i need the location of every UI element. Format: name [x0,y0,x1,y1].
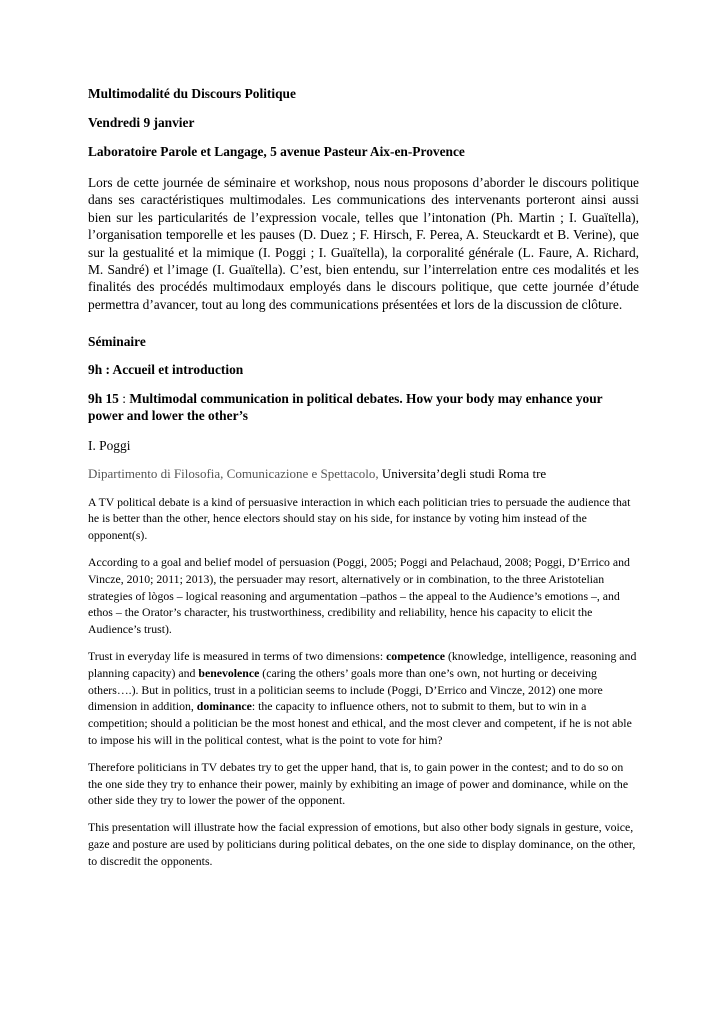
p3-text-e: (caring the others’ goals more than one’s own, not hurting or deceiving others….). But in politics, trust in a politician seems to include (Poggi, D’Errico and Vincze, 2012) one more dimension in addition, [88,665,603,714]
department: Dipartimento di Filosofia, Comunicazione e Spettacolo, [88,465,379,481]
p3-text-c: (knowledge, intelligence, reasoning and planning capacity) and [88,649,637,680]
speaker-name: I. Poggi [88,438,131,454]
abstract-paragraph-4: Therefore politicians in TV debates try to get the upper hand, that is, to gain power in the contest; and to do so on the one side they try to enhance their power, mainly by exhibiting an image of power and dominance, while on the other side they try to lower the power of the opponent. [88,759,629,808]
event-venue: Laboratoire Parole et Langage, 5 avenue Pasteur Aix-en-Provence [88,144,465,159]
speaker-affiliation [88,466,639,482]
talk-separator: : [118,391,130,407]
term-competence: competence [386,649,446,664]
talk-title: Multimodal communication in political debates. How your body may enhance your power and lower the other’s [88,391,603,424]
document-title: Multimodalité du Discours Politique [88,86,296,101]
p3-text-a: Trust in everyday life is measured in terms of two dimensions: [88,649,387,664]
p3-text-g: : the capacity to influence others, not to submit to them, but to win in a competition; should a politician be the most honest and ethical, and the most clever and competent, if he is not able to impose his will in the political contest, what is the point to vote for him? [88,699,632,748]
intro-paragraph: Lors de cette journée de séminaire et workshop, nous nous proposons d’aborder le discours politique dans ses caractéristiques multimodales. Les communications des intervenants porteront ainsi aussi bien sur les particularités de l’expression vocale, telles que l’intonation (Ph. Martin ; I. Guaïtella), l’organisation temporelle et les pauses (D. Duez ; F. Hirsch, F. Perea, A. Steuckardt et B. Verine), que sur la gestualité et la mimique (I. Poggi ; I. Guaïtella), la corporalité générale (L. Faure, A. Richard, M. Sandré) et l’image (I. Guaïtella). C’est, bien entendu, sur l’interrelation entre ces modalités et les finalités des procédés multimodaux employés dans le discours politique, que cette journée d’étude permettra d’avancer, tout au long des communications présentées et lors de la discussion de clôture. [88,175,639,312]
abstract-paragraph-3 [88,648,639,749]
term-dominance: dominance [196,699,252,714]
term-benevolence: benevolence [198,665,260,680]
talk-heading [88,390,639,424]
event-date: Vendredi 9 janvier [88,115,195,130]
document-page [88,84,639,870]
abstract-paragraph-2: According to a goal and belief model of persuasion (Poggi, 2005; Poggi and Pelachaud, 2008; Poggi, D’Errico and Vincze, 2010; 2011; 2013), the persuader may resort, alternatively or in combination, to the three Aristotelian strategies of lògos – logical reasoning and argumentation –pathos – the appeal to the Audience’s emotions –, and ethos – the Orator’s character, his trustworthiness, credibility and reliability, hence his capacity to elicit the Audience’s trust). [88,555,630,637]
seminar-heading: Séminaire [88,334,146,350]
abstract-paragraph-1: A TV political debate is a kind of persuasive interaction in which each politician tries to persuade the audience that he is better than the other, hence electors should stay on his side, for instance by voting him instead of the opponent(s). [88,494,631,543]
welcome-slot: 9h : Accueil et introduction [88,362,244,378]
abstract-paragraph-5: This presentation will illustrate how the facial expression of emotions, but also other body signals in gesture, voice, gaze and posture are used by politicians during political debates, on the one side to display dominance, on the other, to discredit the opponents. [88,820,636,868]
talk-time: 9h 15 [88,391,119,407]
university: Universita’degli studi Roma tre [381,465,547,481]
